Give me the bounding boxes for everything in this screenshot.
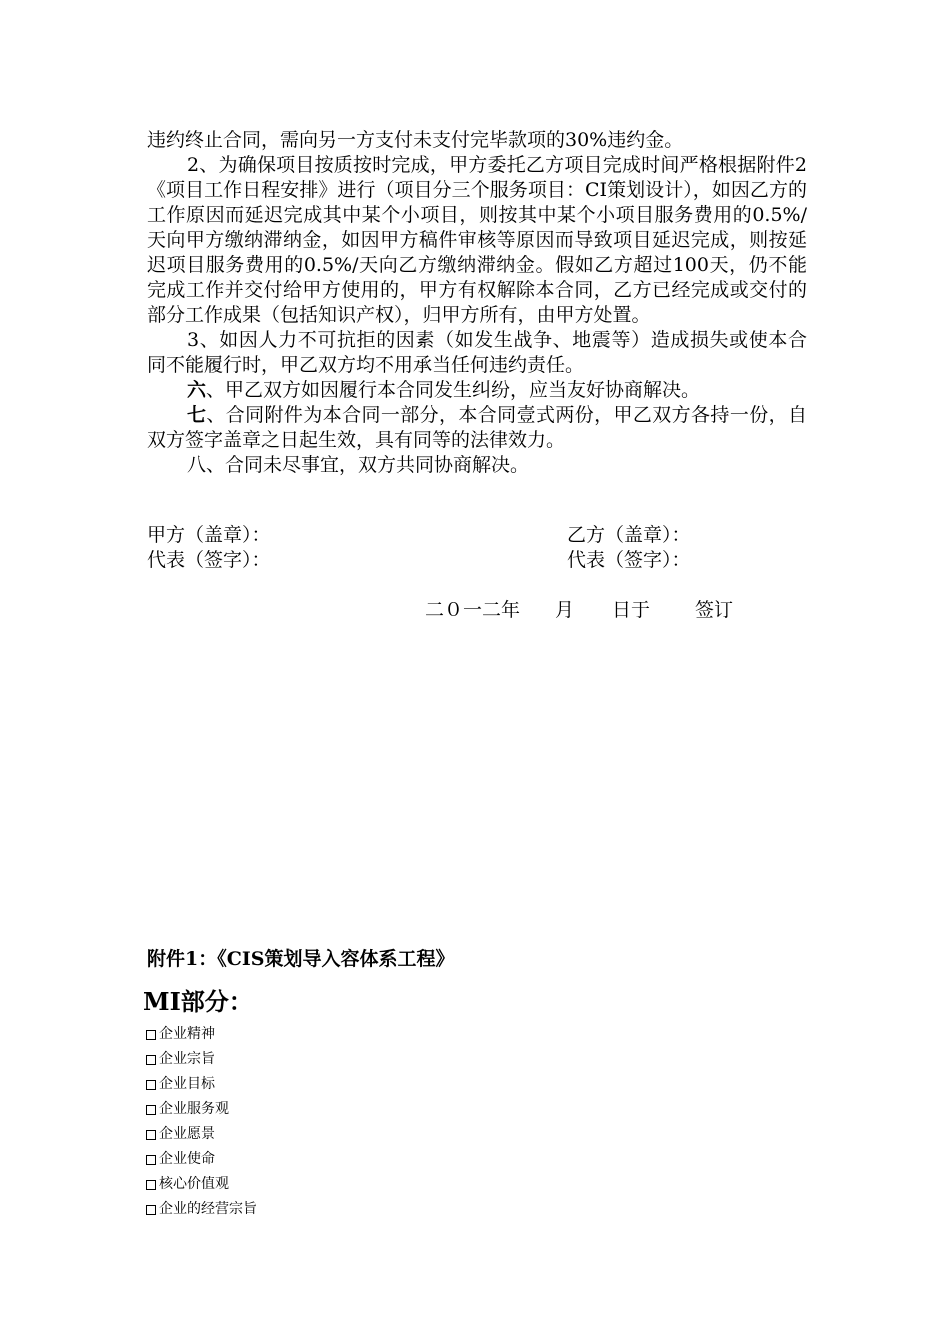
date-day: 日于 <box>612 599 651 621</box>
checklist-label: 企业的经营宗旨 <box>159 1201 257 1217</box>
checklist-item <box>146 1172 257 1197</box>
checklist-label: 企业服务观 <box>159 1101 229 1117</box>
checkbox-icon[interactable] <box>146 1205 156 1215</box>
checkbox-icon[interactable] <box>146 1155 156 1165</box>
paragraph-lead: 七 <box>187 404 207 426</box>
party-a-signature-block <box>147 523 271 573</box>
paragraph-text: 八、合同未尽事宜，双方共同协商解决。 <box>187 454 530 476</box>
paragraph-dispute <box>147 378 807 403</box>
checkbox-icon[interactable] <box>146 1055 156 1065</box>
checkbox-icon[interactable] <box>146 1180 156 1190</box>
checklist-label: 企业愿景 <box>159 1126 215 1142</box>
checklist-label: 企业使命 <box>159 1151 215 1167</box>
paragraph-force-majeure <box>147 328 807 378</box>
party-b-seal-label: 乙方（盖章）： <box>567 524 691 546</box>
signing-date-line <box>425 598 733 623</box>
party-a-seal-label: 甲方（盖章）： <box>147 524 271 546</box>
paragraph-text: 违约终止合同，需向另一方支付未支付完毕款项的30%违约金。 <box>147 129 684 151</box>
checklist-label: 企业目标 <box>159 1076 215 1092</box>
party-b-rep-label: 代表（签字）： <box>567 549 691 571</box>
paragraph-attachments <box>147 403 807 453</box>
checklist-item <box>146 1197 257 1222</box>
paragraph-lead: 六 <box>187 379 207 401</box>
paragraph-text: 2、为确保项目按质按时完成，甲方委托乙方项目完成时间严格根据附件2《项目工作日程安排》进行（项目分三个服务项目：CI策划设计），如因乙方的工作原因而延迟完成其中某个小项目，则按其中某个小项目服务费用的0.5%/天向甲方缴纳滞纳金，如因甲方稿件审核等原因而导致项目延迟完成，则按延迟项目服务费用的0.5%/天向乙方缴纳滞纳金。假如乙方超过100天，仍不能完成工作并交付给甲方使用的，甲方有权解除本合同，乙方已经完成或交付的部分工作成果（包括知识产权），归甲方所有，由甲方处置。 <box>147 154 807 326</box>
party-a-rep-label: 代表（签字）： <box>147 549 271 571</box>
paragraph-schedule-clause <box>147 153 807 328</box>
paragraph-misc <box>147 453 807 478</box>
checklist-label: 企业精神 <box>159 1026 215 1042</box>
mi-section-title: MI部分： <box>143 987 253 1016</box>
checkbox-icon[interactable] <box>146 1105 156 1115</box>
checklist-item <box>146 1047 257 1072</box>
date-year: 二０一二年 <box>425 599 521 621</box>
checklist-item <box>146 1022 257 1047</box>
checkbox-icon[interactable] <box>146 1030 156 1040</box>
checkbox-icon[interactable] <box>146 1080 156 1090</box>
checklist-item <box>146 1097 257 1122</box>
paragraph-text: 、合同附件为本合同一部分，本合同壹式两份，甲乙双方各持一份，自双方签字盖章之日起生效，具有同等的法律效力。 <box>147 404 807 451</box>
attachment-title: 附件1：《CIS策划导入容体系工程》 <box>147 948 455 970</box>
paragraph-text: 、甲乙双方如因履行本合同发生纠纷，应当友好协商解决。 <box>206 379 701 401</box>
date-month: 月 <box>555 599 575 621</box>
party-b-signature-block <box>567 523 691 573</box>
paragraph-breach-penalty <box>147 128 807 153</box>
checklist-label: 核心价值观 <box>159 1176 229 1192</box>
checklist-item <box>146 1122 257 1147</box>
contract-body <box>147 128 807 478</box>
date-signed: 签订 <box>695 599 734 621</box>
checklist-item <box>146 1147 257 1172</box>
mi-checklist <box>146 1022 257 1222</box>
checklist-label: 企业宗旨 <box>159 1051 215 1067</box>
checklist-item <box>146 1072 257 1097</box>
checkbox-icon[interactable] <box>146 1130 156 1140</box>
paragraph-text: 3、如因人力不可抗拒的因素（如发生战争、地震等）造成损失或使本合同不能履行时，甲乙双方均不用承当任何违约责任。 <box>147 329 807 376</box>
